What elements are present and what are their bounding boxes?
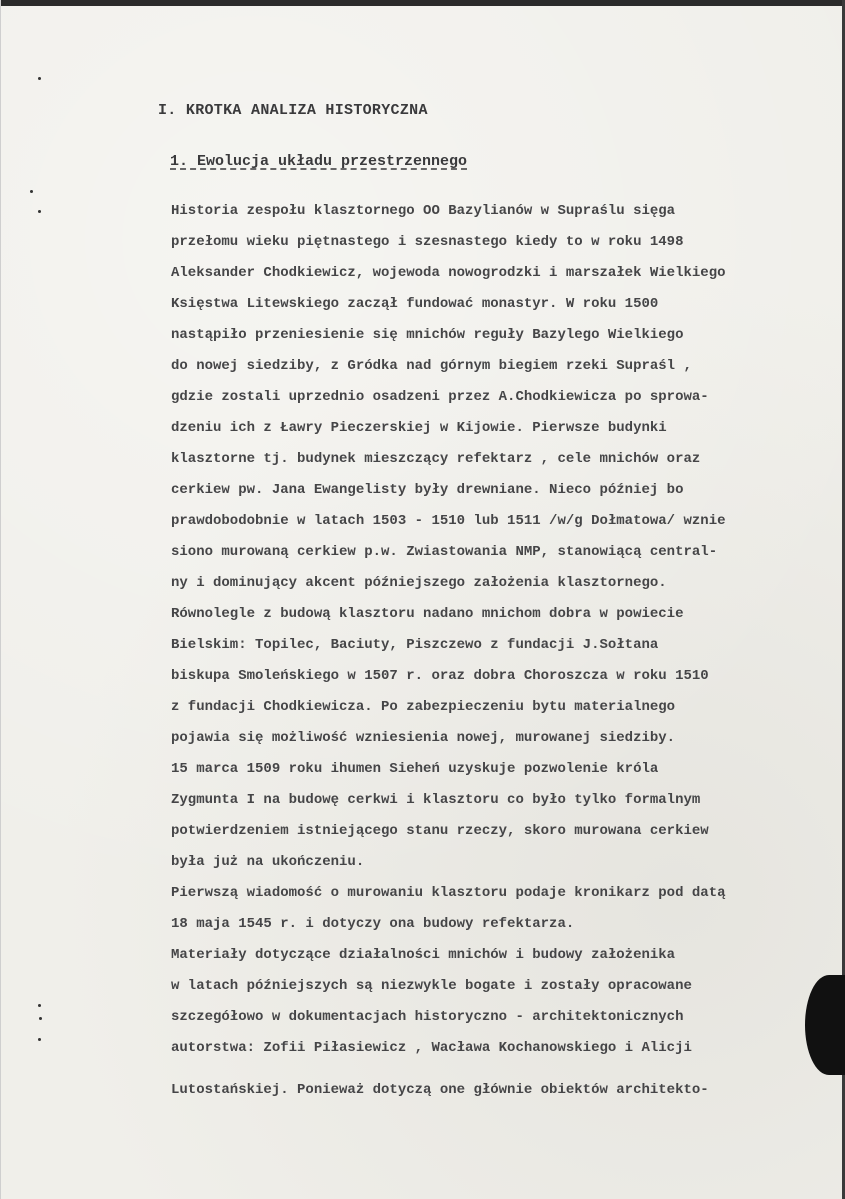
binder-hole-mark xyxy=(38,1004,41,1007)
binder-hole-mark xyxy=(38,1038,41,1041)
text-line: klasztorne tj. budynek mieszczący refektarz , cele mnichów oraz xyxy=(171,451,701,467)
subsection-heading: 1. Ewolucja układu przestrzennego xyxy=(170,153,468,170)
text-line: cerkiew pw. Jana Ewangelisty były drewniane. Nieco później bo xyxy=(171,482,684,498)
text-line: ny i dominujący akcent późniejszego założenia klasztornego. xyxy=(171,575,667,591)
text-line: w latach późniejszych są niezwykle bogate i zostały opracowane xyxy=(171,978,692,994)
text-line: Materiały dotyczące działalności mnichów i budowy założenika xyxy=(171,947,676,963)
text-line: Lutostańskiej. Ponieważ dotyczą one głównie obiektów architekto- xyxy=(171,1082,709,1098)
text-line: Historia zespołu klasztornego OO Bazylianów w Supraślu sięga xyxy=(171,203,676,219)
text-line: szczegółowo w dokumentacjach historyczno - architektonicznych xyxy=(171,1009,684,1025)
text-line: Bielskim: Topilec, Baciuty, Piszczewo z fundacji J.Sołtana xyxy=(171,637,659,653)
text-line: z fundacji Chodkiewicza. Po zabezpieczeniu bytu materialnego xyxy=(171,699,676,715)
text-line: nastąpiło przeniesienie się mnichów reguły Bazylego Wielkiego xyxy=(171,327,684,343)
binder-hole-mark xyxy=(38,77,41,80)
scan-left-edge xyxy=(0,0,1,1199)
text-line: dzeniu ich z Ławry Pieczerskiej w Kijowie. Pierwsze budynki xyxy=(171,420,667,436)
text-line: Zygmunta I na budowę cerkwi i klasztoru co było tylko formalnym xyxy=(171,792,701,808)
text-line: przełomu wieku piętnastego i szesnastego kiedy to w roku 1498 xyxy=(171,234,684,250)
text-line: Aleksander Chodkiewicz, wojewoda nowogrodzki i marszałek Wielkiego xyxy=(171,265,726,281)
section-heading: I. KROTKA ANALIZA HISTORYCZNA xyxy=(158,102,428,119)
text-line: biskupa Smoleńskiego w 1507 r. oraz dobra Choroszcza w roku 1510 xyxy=(171,668,709,684)
binder-hole-mark xyxy=(39,1017,42,1020)
text-line: Równolegle z budową klasztoru nadano mnichom dobra w powiecie xyxy=(171,606,684,622)
text-line: była już na ukończeniu. xyxy=(171,854,365,870)
body-text xyxy=(171,196,841,1106)
text-line: 15 marca 1509 roku ihumen Sieheń uzyskuje pozwolenie króla xyxy=(171,761,659,777)
scan-top-edge xyxy=(0,0,845,6)
text-line: gdzie zostali uprzednio osadzeni przez A.Chodkiewicza po sprowa- xyxy=(171,389,709,405)
text-line: 18 maja 1545 r. i dotyczy ona budowy refektarza. xyxy=(171,916,575,932)
binder-hole-mark xyxy=(30,190,33,193)
text-line: autorstwa: Zofii Piłasiewicz , Wacława Kochanowskiego i Alicji xyxy=(171,1040,692,1056)
text-line: prawdobodobnie w latach 1503 - 1510 lub 1511 /w/g Dołmatowa/ wznie xyxy=(171,513,726,529)
text-line: Księstwa Litewskiego zaczął fundować monastyr. W roku 1500 xyxy=(171,296,659,312)
text-line: Pierwszą wiadomość o murowaniu klasztoru podaje kronikarz pod datą xyxy=(171,885,726,901)
binder-hole-mark xyxy=(38,210,41,213)
text-line: do nowej siedziby, z Gródka nad górnym biegiem rzeki Supraśl , xyxy=(171,358,692,374)
text-line: siono murowaną cerkiew p.w. Zwiastowania NMP, stanowiącą central- xyxy=(171,544,718,560)
text-line: pojawia się możliwość wzniesienia nowej, murowanej siedziby. xyxy=(171,730,676,746)
text-line: potwierdzeniem istniejącego stanu rzeczy, skoro murowana cerkiew xyxy=(171,823,709,839)
